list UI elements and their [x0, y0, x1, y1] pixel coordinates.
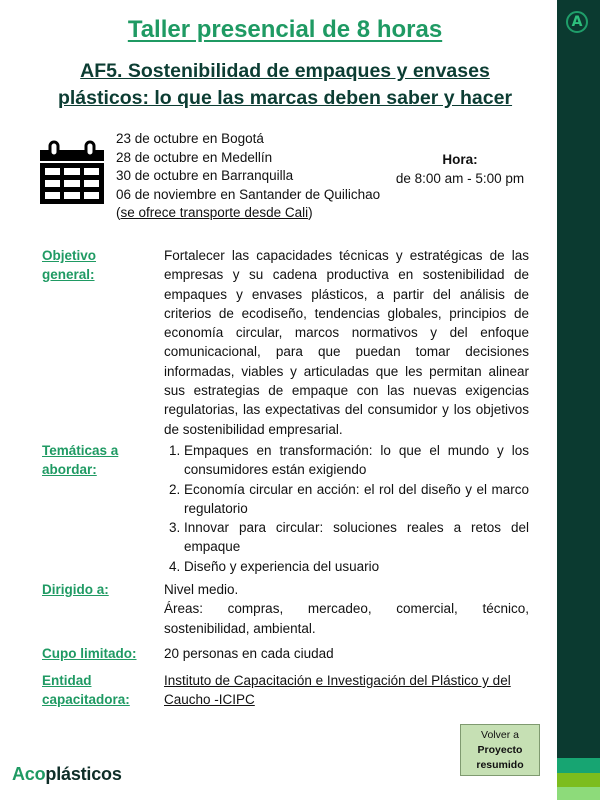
tematicas-list [164, 441, 529, 576]
paren-close: ) [308, 205, 313, 220]
label-objetivo [42, 246, 96, 284]
label-entidad-line-1: Entidad [42, 673, 92, 688]
transport-note [116, 204, 380, 223]
stripe-lime [557, 773, 600, 787]
label-objetivo-line-2: general: [42, 267, 95, 282]
transport-note-text: se ofrece transporte desde Cali [120, 205, 309, 220]
date-santander: 06 de noviembre en Santander de Quilichao [116, 186, 381, 202]
stripe-teal [557, 758, 600, 773]
dirigido-areas: Áreas: compras, mercadeo, comercial, técnico, sostenibilidad, ambiental. [164, 601, 529, 636]
list-item: 4. Diseño y experiencia del usuario [184, 557, 529, 576]
acoplasticos-logo [12, 764, 122, 785]
schedule-hours [385, 150, 535, 188]
entidad-text [164, 671, 529, 710]
dirigido-level: Nivel medio. [164, 582, 239, 597]
sidebar-band [557, 0, 600, 800]
subtitle-line-1: AF5. Sostenibilidad de empaques y envases [80, 60, 490, 82]
objetivo-text: Fortalecer las capacidades técnicas y estratégicas de las empresas y su cadena productiva en sostenibilidad de empaques y envases plásticos, a partir del análisis de criterios de ecodiseño, tendencias globales, principios de economía circular, marcos normativos y del enfoque comunicacional, para que puedan tomar decisiones informadas, viables y articuladas que les permitan alinear sus estrategias de empaque con las nuevas exigencias regulatorias, las expectativas del consumidor y los objetivos de sostenibilidad empresarial. [164, 248, 529, 437]
button-line-1: Volver a [481, 729, 519, 741]
calendar-icon [40, 140, 104, 204]
subtitle-line-2: plásticos: lo que las marcas deben saber y hacer [57, 87, 513, 109]
stripe-light-green [557, 787, 600, 800]
course-subtitle [0, 58, 570, 112]
event-dates [116, 130, 380, 223]
logo-prefix: Aco [12, 764, 46, 784]
date-barranquilla: 30 de octubre en Barranquilla [116, 168, 294, 183]
date-medellin: 28 de octubre en Medellín [116, 149, 273, 165]
label-entidad-line-2: capacitadora: [42, 692, 130, 707]
logo-suffix: plásticos [45, 764, 122, 784]
cupo-text: 20 personas en cada ciudad [164, 646, 334, 661]
dirigido-text [164, 580, 529, 638]
label-dirigido: Dirigido a: [42, 582, 109, 597]
label-cupo: Cupo limitado: [42, 646, 137, 661]
button-line-2: Proyecto [477, 744, 523, 756]
back-to-project-button[interactable] [460, 724, 540, 776]
button-line-3: resumido [476, 759, 524, 771]
entidad-line-2: Caucho -ICIPC [164, 692, 255, 708]
label-objetivo-line-1: Objetivo [42, 248, 97, 263]
entidad-line-1: Instituto de Capacitación e Investigación del Plástico y del [164, 673, 511, 688]
hora-label: Hora: [442, 152, 478, 167]
hora-value: de 8:00 am - 5:00 pm [395, 171, 525, 186]
list-item: 3. Innovar para circular: soluciones reales a retos del empaque [184, 518, 529, 557]
date-bogota: 23 de octubre en Bogotá [116, 131, 264, 146]
label-tematicas [42, 441, 118, 479]
paren-open: ( [116, 205, 121, 220]
emblem-letter: A [571, 14, 583, 30]
label-tematicas-line-1: Temáticas a [42, 443, 119, 458]
list-item: 1. Empaques en transformación: lo que el mundo y los consumidores están exigiendo [184, 441, 529, 480]
label-entidad [42, 671, 130, 709]
page-title: Taller presencial de 8 horas [127, 16, 443, 43]
list-item: 2. Economía circular en acción: el rol del diseño y el marco regulatorio [184, 480, 529, 519]
label-tematicas-line-2: abordar: [42, 462, 97, 477]
